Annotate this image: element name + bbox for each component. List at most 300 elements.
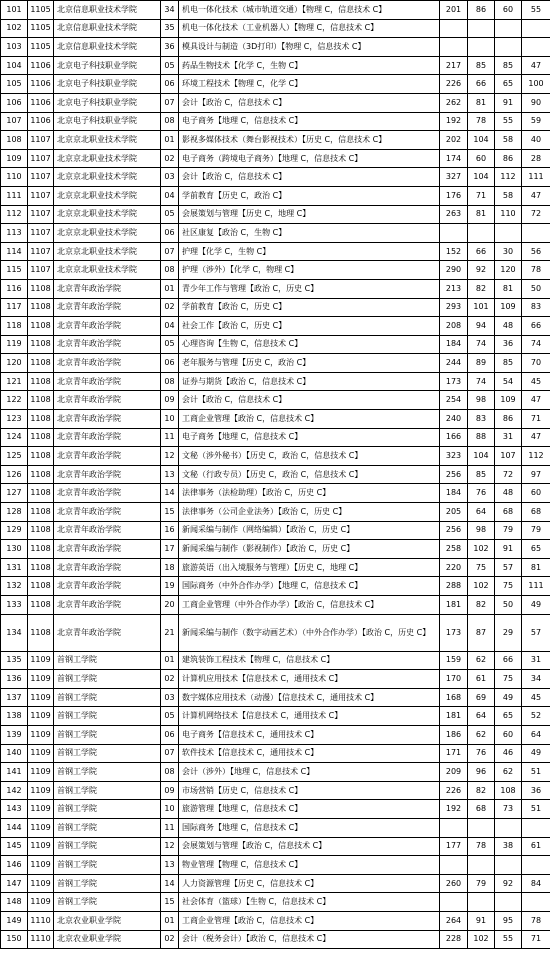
table-row <box>1 521 550 540</box>
school-code: 1109 <box>28 763 54 782</box>
major-code: 34 <box>161 1 179 20</box>
major-code: 21 <box>161 614 179 651</box>
major-code: 11 <box>161 428 179 447</box>
count-b: 60 <box>495 1 522 20</box>
major-code: 14 <box>161 484 179 503</box>
count-a <box>468 224 495 243</box>
school-code: 1108 <box>28 335 54 354</box>
count-a: 98 <box>468 521 495 540</box>
row-number: 119 <box>1 335 28 354</box>
count-c: 64 <box>522 725 550 744</box>
count-b: 107 <box>495 447 522 466</box>
count-total: 159 <box>440 651 468 670</box>
count-b: 120 <box>495 261 522 280</box>
row-number: 123 <box>1 410 28 429</box>
count-c: 70 <box>522 354 550 373</box>
school-name: 首钢工学院 <box>54 856 161 875</box>
count-b: 50 <box>495 596 522 615</box>
count-b: 55 <box>495 930 522 949</box>
table-row <box>1 428 550 447</box>
major-name: 电子商务（跨境电子商务）【地理 C，信息技术 C】 <box>179 149 440 168</box>
major-code: 02 <box>161 298 179 317</box>
count-a: 88 <box>468 428 495 447</box>
table-row <box>1 186 550 205</box>
school-code: 1108 <box>28 410 54 429</box>
table-row <box>1 781 550 800</box>
major-code: 08 <box>161 261 179 280</box>
count-a: 82 <box>468 781 495 800</box>
count-total: 256 <box>440 521 468 540</box>
school-name: 首钢工学院 <box>54 893 161 912</box>
count-total: 192 <box>440 800 468 819</box>
count-b: 75 <box>495 670 522 689</box>
count-a: 71 <box>468 186 495 205</box>
table-row <box>1 112 550 131</box>
count-total: 240 <box>440 410 468 429</box>
row-number: 134 <box>1 614 28 651</box>
table-row <box>1 856 550 875</box>
count-a: 94 <box>468 317 495 336</box>
school-code: 1107 <box>28 186 54 205</box>
count-a: 92 <box>468 261 495 280</box>
count-b: 29 <box>495 614 522 651</box>
table-row <box>1 540 550 559</box>
table-row <box>1 744 550 763</box>
school-code: 1108 <box>28 521 54 540</box>
school-code: 1108 <box>28 614 54 651</box>
count-c: 34 <box>522 670 550 689</box>
school-code: 1108 <box>28 503 54 522</box>
major-name: 计算机应用技术【信息技术 C，通用技术 C】 <box>179 670 440 689</box>
count-c: 50 <box>522 279 550 298</box>
major-code: 05 <box>161 56 179 75</box>
table-row <box>1 149 550 168</box>
major-name: 计算机网络技术【信息技术 C，通用技术 C】 <box>179 707 440 726</box>
count-c: 36 <box>522 781 550 800</box>
school-name: 首钢工学院 <box>54 818 161 837</box>
table-row <box>1 19 550 38</box>
table-row <box>1 651 550 670</box>
row-number: 132 <box>1 577 28 596</box>
row-number: 144 <box>1 818 28 837</box>
row-number: 133 <box>1 596 28 615</box>
school-code: 1109 <box>28 688 54 707</box>
major-name: 社区康复【政治 C，生物 C】 <box>179 224 440 243</box>
count-a <box>468 19 495 38</box>
count-b <box>495 818 522 837</box>
count-a: 82 <box>468 596 495 615</box>
school-name: 北京京北职业技术学院 <box>54 168 161 187</box>
table-row <box>1 558 550 577</box>
table-row <box>1 354 550 373</box>
count-c: 97 <box>522 465 550 484</box>
count-c <box>522 818 550 837</box>
major-name: 会计（税务会计）【政治 C，信息技术 C】 <box>179 930 440 949</box>
school-name: 北京青年政治学院 <box>54 410 161 429</box>
row-number: 128 <box>1 503 28 522</box>
major-name: 软件技术【信息技术 C，通用技术 C】 <box>179 744 440 763</box>
count-a: 89 <box>468 354 495 373</box>
school-name: 北京青年政治学院 <box>54 465 161 484</box>
major-name: 人力资源管理【历史 C，信息技术 C】 <box>179 874 440 893</box>
count-a: 81 <box>468 93 495 112</box>
table-row <box>1 614 550 651</box>
major-code: 10 <box>161 410 179 429</box>
count-total: 168 <box>440 688 468 707</box>
major-code: 35 <box>161 19 179 38</box>
count-b <box>495 856 522 875</box>
count-c: 56 <box>522 242 550 261</box>
count-b: 85 <box>495 354 522 373</box>
table-row <box>1 800 550 819</box>
count-c: 81 <box>522 558 550 577</box>
count-a: 68 <box>468 800 495 819</box>
school-code: 1109 <box>28 837 54 856</box>
count-total: 184 <box>440 335 468 354</box>
count-a: 61 <box>468 670 495 689</box>
count-a: 85 <box>468 56 495 75</box>
row-number: 102 <box>1 19 28 38</box>
major-name: 社会体育（篮球）【生物 C，信息技术 C】 <box>179 893 440 912</box>
count-b: 72 <box>495 465 522 484</box>
count-c: 61 <box>522 837 550 856</box>
count-total <box>440 893 468 912</box>
count-c <box>522 856 550 875</box>
table-row <box>1 410 550 429</box>
school-code: 1107 <box>28 242 54 261</box>
school-name: 北京青年政治学院 <box>54 558 161 577</box>
major-name: 心理咨询【生物 C，信息技术 C】 <box>179 335 440 354</box>
school-code: 1105 <box>28 1 54 20</box>
row-number: 137 <box>1 688 28 707</box>
count-c: 40 <box>522 131 550 150</box>
school-code: 1107 <box>28 224 54 243</box>
count-a: 76 <box>468 484 495 503</box>
major-name: 文秘（涉外秘书）【历史 C，政治 C，信息技术 C】 <box>179 447 440 466</box>
row-number: 105 <box>1 75 28 94</box>
school-code: 1108 <box>28 372 54 391</box>
count-b: 58 <box>495 131 522 150</box>
major-name: 护理【化学 C，生物 C】 <box>179 242 440 261</box>
table-row <box>1 484 550 503</box>
major-code: 08 <box>161 372 179 391</box>
major-name: 新闻采编与制作（数字动画艺术）（中外合作办学）【政治 C，历史 C】 <box>179 614 440 651</box>
major-code: 04 <box>161 317 179 336</box>
count-c <box>522 224 550 243</box>
major-name: 社会工作【政治 C，历史 C】 <box>179 317 440 336</box>
count-b <box>495 38 522 57</box>
school-code: 1108 <box>28 540 54 559</box>
major-code: 07 <box>161 744 179 763</box>
count-a: 76 <box>468 744 495 763</box>
count-c: 84 <box>522 874 550 893</box>
table-row <box>1 224 550 243</box>
row-number: 116 <box>1 279 28 298</box>
table-row <box>1 670 550 689</box>
school-name: 首钢工学院 <box>54 763 161 782</box>
count-a: 96 <box>468 763 495 782</box>
major-name: 建筑装饰工程技术【物理 C，信息技术 C】 <box>179 651 440 670</box>
school-name: 北京农业职业学院 <box>54 930 161 949</box>
count-total: 202 <box>440 131 468 150</box>
count-a: 66 <box>468 75 495 94</box>
count-total: 186 <box>440 725 468 744</box>
school-name: 首钢工学院 <box>54 707 161 726</box>
table-row <box>1 261 550 280</box>
count-c: 31 <box>522 651 550 670</box>
major-name: 法律事务（法检助理）【政治 C，历史 C】 <box>179 484 440 503</box>
count-a: 104 <box>468 131 495 150</box>
table-row <box>1 503 550 522</box>
table-row <box>1 465 550 484</box>
count-c: 49 <box>522 596 550 615</box>
count-b: 38 <box>495 837 522 856</box>
major-code: 15 <box>161 893 179 912</box>
count-total: 217 <box>440 56 468 75</box>
major-code: 01 <box>161 911 179 930</box>
row-number: 109 <box>1 149 28 168</box>
row-number: 121 <box>1 372 28 391</box>
row-number: 117 <box>1 298 28 317</box>
school-code: 1108 <box>28 391 54 410</box>
school-code: 1108 <box>28 596 54 615</box>
count-c: 57 <box>522 614 550 651</box>
school-name: 北京青年政治学院 <box>54 354 161 373</box>
count-b: 95 <box>495 911 522 930</box>
count-b: 60 <box>495 725 522 744</box>
count-b: 65 <box>495 707 522 726</box>
count-total: 226 <box>440 75 468 94</box>
school-name: 北京京北职业技术学院 <box>54 261 161 280</box>
major-code: 12 <box>161 447 179 466</box>
count-total: 258 <box>440 540 468 559</box>
row-number: 142 <box>1 781 28 800</box>
row-number: 147 <box>1 874 28 893</box>
school-name: 北京电子科技职业学院 <box>54 75 161 94</box>
major-code: 18 <box>161 558 179 577</box>
table-row <box>1 131 550 150</box>
major-code: 05 <box>161 205 179 224</box>
count-total: 171 <box>440 744 468 763</box>
count-total: 166 <box>440 428 468 447</box>
table-row <box>1 930 550 949</box>
school-code: 1108 <box>28 465 54 484</box>
school-code: 1106 <box>28 75 54 94</box>
school-name: 北京京北职业技术学院 <box>54 205 161 224</box>
count-a: 66 <box>468 242 495 261</box>
row-number: 120 <box>1 354 28 373</box>
count-b: 68 <box>495 503 522 522</box>
count-c: 52 <box>522 707 550 726</box>
table-row <box>1 168 550 187</box>
school-name: 北京京北职业技术学院 <box>54 131 161 150</box>
row-number: 125 <box>1 447 28 466</box>
major-code: 05 <box>161 707 179 726</box>
major-code: 07 <box>161 242 179 261</box>
school-code: 1109 <box>28 893 54 912</box>
count-total: 208 <box>440 317 468 336</box>
count-a: 64 <box>468 707 495 726</box>
school-code: 1109 <box>28 781 54 800</box>
count-b <box>495 893 522 912</box>
count-b: 54 <box>495 372 522 391</box>
count-c: 83 <box>522 298 550 317</box>
row-number: 108 <box>1 131 28 150</box>
major-name: 数字媒体应用技术（动漫）【信息技术 C，通用技术 C】 <box>179 688 440 707</box>
major-code: 11 <box>161 818 179 837</box>
table-row <box>1 818 550 837</box>
school-name: 首钢工学院 <box>54 670 161 689</box>
count-b: 86 <box>495 410 522 429</box>
major-name: 机电一体化技术（工业机器人）【物理 C，信息技术 C】 <box>179 19 440 38</box>
row-number: 115 <box>1 261 28 280</box>
school-code: 1106 <box>28 56 54 75</box>
row-number: 110 <box>1 168 28 187</box>
count-c: 100 <box>522 75 550 94</box>
count-total: 173 <box>440 614 468 651</box>
count-a: 102 <box>468 540 495 559</box>
count-total <box>440 818 468 837</box>
major-code: 03 <box>161 688 179 707</box>
school-name: 北京青年政治学院 <box>54 279 161 298</box>
major-code: 19 <box>161 577 179 596</box>
row-number: 141 <box>1 763 28 782</box>
major-code: 08 <box>161 112 179 131</box>
count-total: 226 <box>440 781 468 800</box>
major-name: 新闻采编与制作（网络编辑）【政治 C，历史 C】 <box>179 521 440 540</box>
count-total: 184 <box>440 484 468 503</box>
count-a: 60 <box>468 149 495 168</box>
major-code: 01 <box>161 651 179 670</box>
school-name: 首钢工学院 <box>54 651 161 670</box>
count-total: 220 <box>440 558 468 577</box>
row-number: 143 <box>1 800 28 819</box>
table-row <box>1 242 550 261</box>
count-c: 51 <box>522 800 550 819</box>
count-total: 174 <box>440 149 468 168</box>
table-row <box>1 688 550 707</box>
school-name: 首钢工学院 <box>54 744 161 763</box>
count-c: 72 <box>522 205 550 224</box>
count-total: 256 <box>440 465 468 484</box>
count-c: 60 <box>522 484 550 503</box>
major-name: 模具设计与制造（3D打印）【物理 C，信息技术 C】 <box>179 38 440 57</box>
count-total: 293 <box>440 298 468 317</box>
major-code: 15 <box>161 503 179 522</box>
count-c: 47 <box>522 56 550 75</box>
count-a: 98 <box>468 391 495 410</box>
major-code: 13 <box>161 856 179 875</box>
count-total: 209 <box>440 763 468 782</box>
count-total: 264 <box>440 911 468 930</box>
major-name: 会展策划与管理【政治 C，信息技术 C】 <box>179 837 440 856</box>
count-b: 109 <box>495 298 522 317</box>
major-name: 工商企业管理【政治 C，信息技术 C】 <box>179 911 440 930</box>
major-name: 护理（涉外）【化学 C，物理 C】 <box>179 261 440 280</box>
row-number: 150 <box>1 930 28 949</box>
school-code: 1107 <box>28 131 54 150</box>
major-code: 04 <box>161 186 179 205</box>
school-code: 1109 <box>28 744 54 763</box>
major-code: 02 <box>161 149 179 168</box>
row-number: 131 <box>1 558 28 577</box>
school-name: 北京信息职业技术学院 <box>54 19 161 38</box>
school-code: 1108 <box>28 558 54 577</box>
major-name: 机电一体化技术（城市轨道交通）【物理 C，信息技术 C】 <box>179 1 440 20</box>
count-c: 78 <box>522 911 550 930</box>
school-name: 北京电子科技职业学院 <box>54 112 161 131</box>
major-name: 电子商务【地理 C，信息技术 C】 <box>179 428 440 447</box>
major-name: 国际商务（中外合作办学）【地理 C，信息技术 C】 <box>179 577 440 596</box>
table-row <box>1 391 550 410</box>
major-code: 07 <box>161 93 179 112</box>
school-code: 1109 <box>28 707 54 726</box>
count-a: 104 <box>468 447 495 466</box>
count-b: 31 <box>495 428 522 447</box>
count-c: 71 <box>522 410 550 429</box>
table-row <box>1 874 550 893</box>
major-code: 06 <box>161 75 179 94</box>
major-code: 13 <box>161 465 179 484</box>
table-row <box>1 372 550 391</box>
school-name: 北京青年政治学院 <box>54 503 161 522</box>
row-number: 103 <box>1 38 28 57</box>
count-b: 62 <box>495 763 522 782</box>
count-c: 74 <box>522 335 550 354</box>
count-c: 47 <box>522 428 550 447</box>
table-row <box>1 725 550 744</box>
row-number: 135 <box>1 651 28 670</box>
count-c: 47 <box>522 186 550 205</box>
major-name: 工商企业管理（中外合作办学）【政治 C，信息技术 C】 <box>179 596 440 615</box>
count-a: 62 <box>468 651 495 670</box>
count-total: 254 <box>440 391 468 410</box>
school-name: 北京信息职业技术学院 <box>54 1 161 20</box>
count-total: 327 <box>440 168 468 187</box>
row-number: 114 <box>1 242 28 261</box>
count-b: 65 <box>495 75 522 94</box>
school-code: 1109 <box>28 818 54 837</box>
row-number: 139 <box>1 725 28 744</box>
count-a: 64 <box>468 503 495 522</box>
school-name: 北京青年政治学院 <box>54 317 161 336</box>
count-a: 79 <box>468 874 495 893</box>
major-code: 10 <box>161 800 179 819</box>
school-name: 北京京北职业技术学院 <box>54 224 161 243</box>
school-name: 北京青年政治学院 <box>54 540 161 559</box>
count-b: 48 <box>495 317 522 336</box>
count-a <box>468 38 495 57</box>
count-a: 102 <box>468 577 495 596</box>
table-row <box>1 707 550 726</box>
table-row <box>1 577 550 596</box>
count-total: 176 <box>440 186 468 205</box>
major-code: 16 <box>161 521 179 540</box>
school-code: 1109 <box>28 800 54 819</box>
count-total <box>440 224 468 243</box>
count-b: 108 <box>495 781 522 800</box>
count-c: 51 <box>522 763 550 782</box>
major-name: 物业管理【物理 C，信息技术 C】 <box>179 856 440 875</box>
major-name: 旅游英语（出入境服务与管理）【历史 C，地理 C】 <box>179 558 440 577</box>
major-name: 会计【政治 C，信息技术 C】 <box>179 93 440 112</box>
major-name: 环境工程技术【物理 C，化学 C】 <box>179 75 440 94</box>
school-code: 1108 <box>28 484 54 503</box>
table-row <box>1 596 550 615</box>
row-number: 126 <box>1 465 28 484</box>
school-code: 1108 <box>28 298 54 317</box>
count-b: 73 <box>495 800 522 819</box>
